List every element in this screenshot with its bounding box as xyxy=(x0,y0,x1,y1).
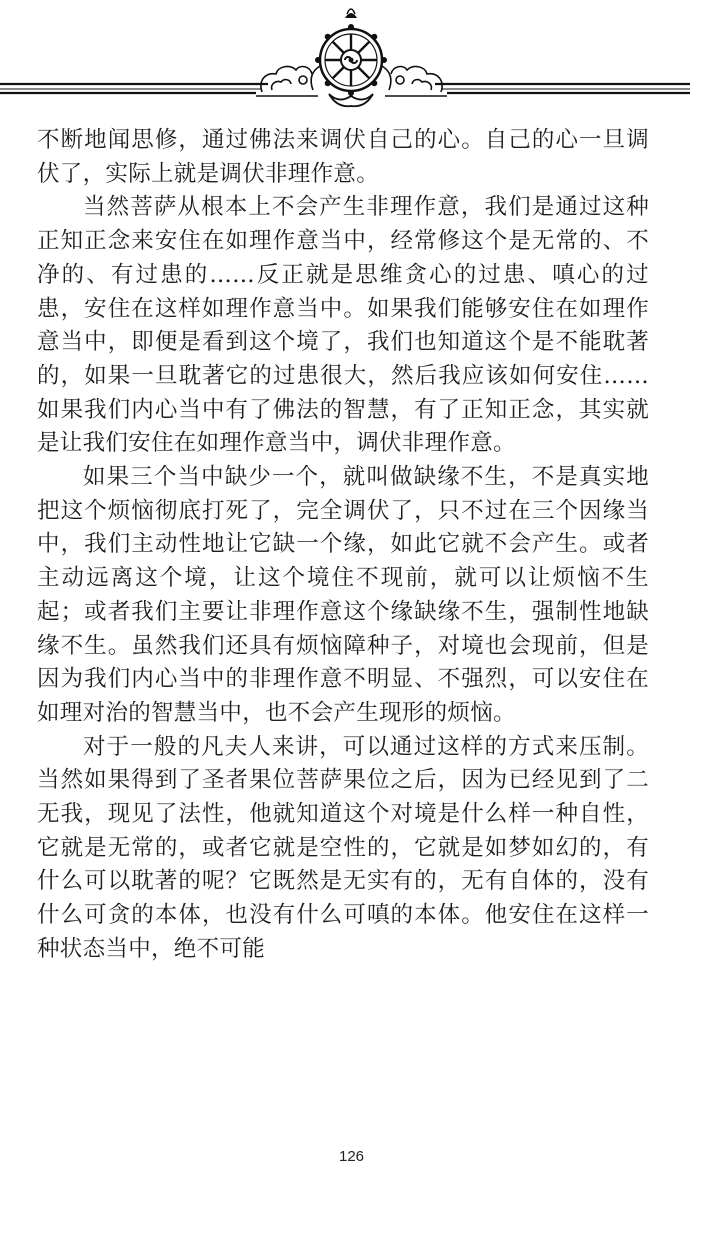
page-header xyxy=(0,0,703,115)
header-rule-left xyxy=(0,84,268,93)
cloud-left-icon xyxy=(256,67,318,96)
paragraph: 当然菩萨从根本上不会产生非理作意，我们是通过这种正知正念来安住在如理作意当中，经常修这个是无常的、不净的、有过患的……反正就是思维贪心的过患、嗔心的过患，安住在这样如理作意当中。如果我们能够安住在如理作意当中，即便是看到这个境了，我们也知道这个是不能耽著的，如果一旦耽著它的过患很大，然后我应该如何安住……如果我们内心当中有了佛法的智慧，有了正知正念，其实就是让我们安住在如理作意当中，调伏非理作意。 xyxy=(37,194,649,457)
page-body xyxy=(37,124,649,967)
dharma-wheel-icon xyxy=(311,9,391,106)
header-ornament xyxy=(0,0,703,115)
header-rule-right xyxy=(435,84,690,93)
cloud-right-icon xyxy=(385,67,447,96)
page-number: 126 xyxy=(338,1148,365,1165)
paragraph: 对于一般的凡夫人来讲，可以通过这样的方式来压制。当然如果得到了圣者果位菩萨果位之后，因为已经见到了二无我，现见了法性，他就知道这个对境是什么样一种自性，它就是无常的，或者它就是空性的，它就是如梦如幻的，有什么可以耽著的呢？它既然是无实有的，无有自体的，没有什么可贪的本体，也没有什么可嗔的本体。他安住在这样一种状态当中，绝不可能 xyxy=(37,733,649,962)
paragraph: 不断地闻思修，通过佛法来调伏自己的心。自己的心一旦调伏了，实际上就是调伏非理作意。 xyxy=(37,127,649,187)
paragraph: 如果三个当中缺少一个，就叫做缺缘不生，不是真实地把这个烦恼彻底打死了，完全调伏了，只不过在三个因缘当中，我们主动性地让它缺一个缘，如此它就不会产生。或者主动远离这个境，让这个境住不现前，就可以让烦恼不生起；或者我们主要让非理作意这个缘缺缘不生，强制性地缺缘不生。虽然我们还具有烦恼障种子，对境也会现前，但是因为我们内心当中的非理作意不明显、不强烈，可以安住在如理对治的智慧当中，也不会产生现形的烦恼。 xyxy=(37,464,649,726)
